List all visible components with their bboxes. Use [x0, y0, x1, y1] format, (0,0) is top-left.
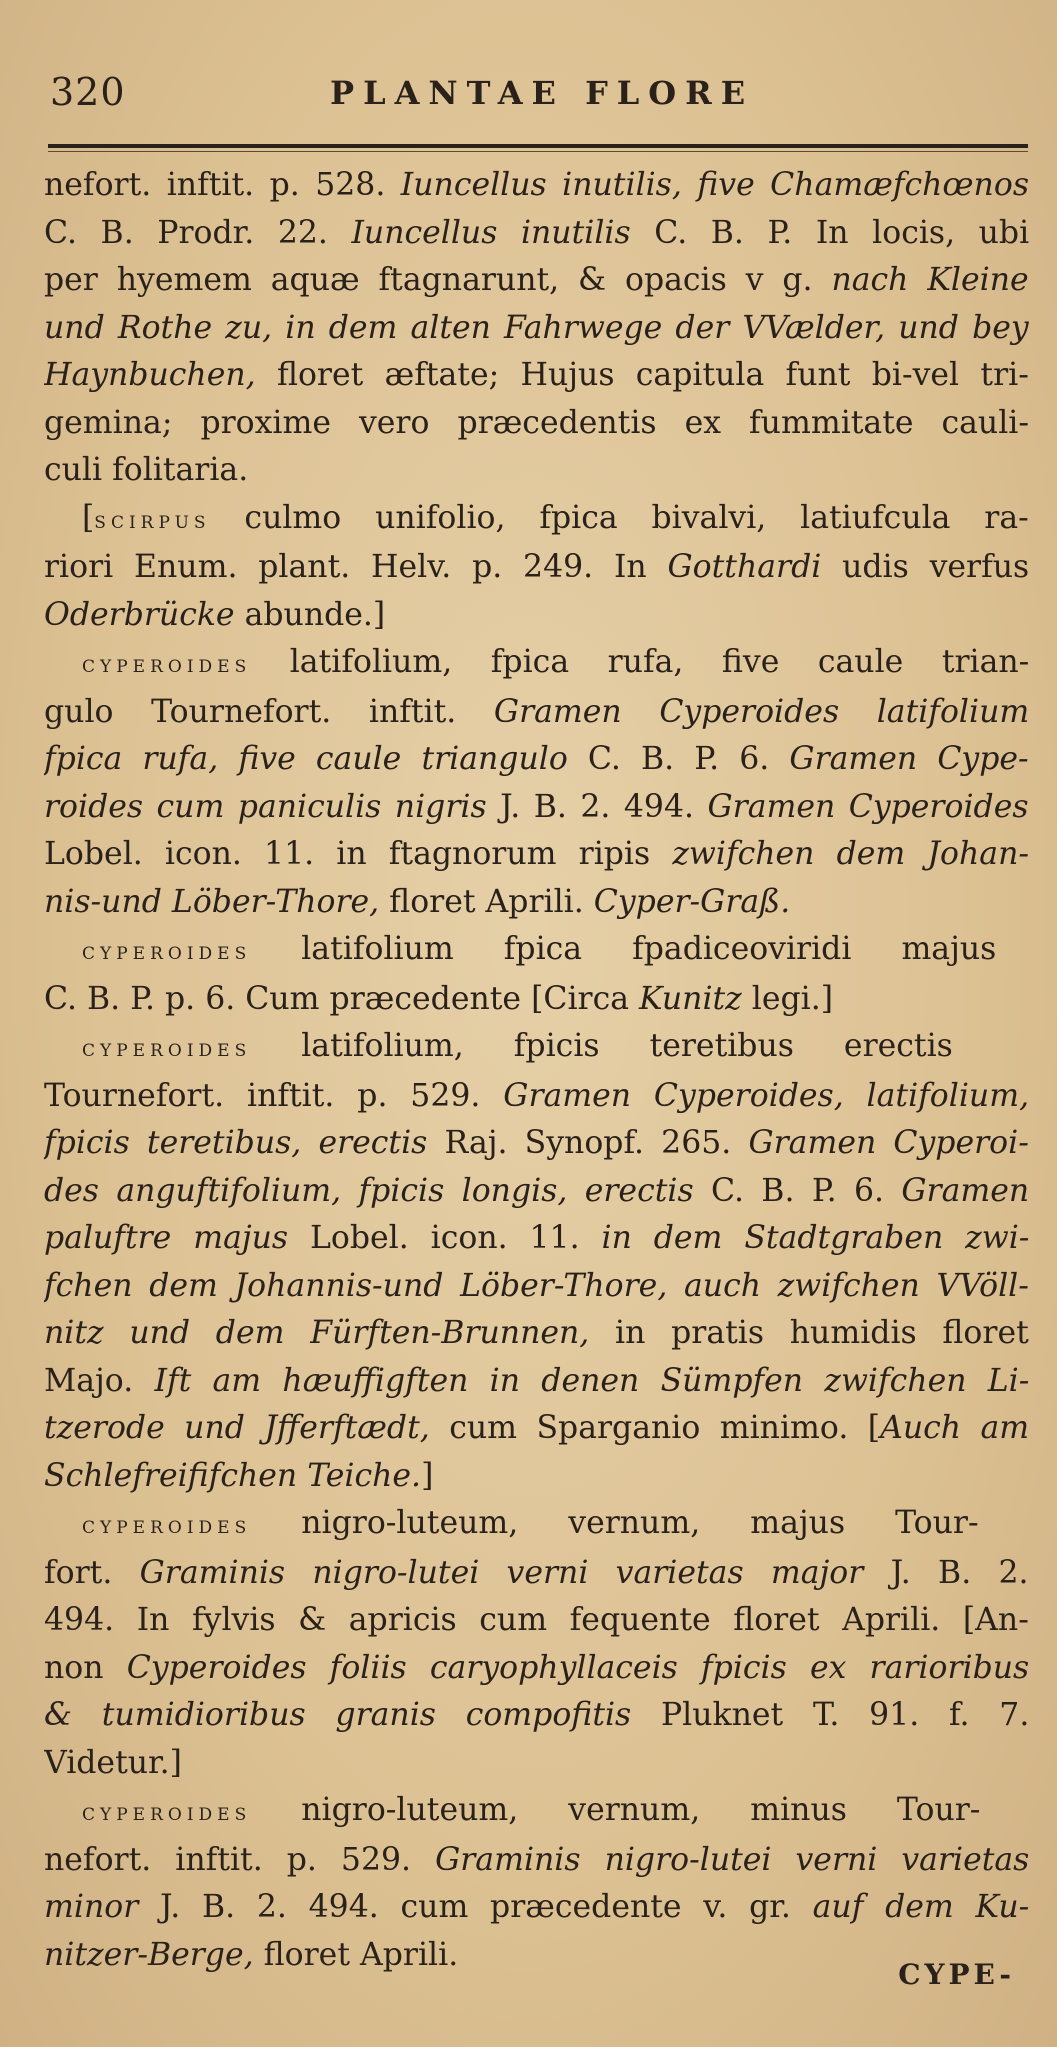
text-run: J. B. 2. 494.: [486, 788, 708, 825]
text-run: 494. In fylvis & apricis cum fequente floret Aprili. [An-: [44, 1602, 1029, 1638]
italic-run: Gramen Cyperoi-: [748, 1125, 1029, 1161]
text-run: per hyemem aquæ ftagnarunt, & opacis v g.: [44, 262, 832, 298]
italic-run: Gramen Cyperoides, latifolium,: [503, 1077, 1029, 1114]
italic-run: Graminis nigro-lutei verni varietas: [435, 1841, 1029, 1878]
italic-run: nis-und Löber-Thore,: [44, 883, 380, 920]
text-line: [44, 1932, 1029, 1980]
text-run: latifolium, fpicis teretibus erectis: [251, 1028, 953, 1064]
text-line: [44, 1884, 1029, 1932]
text-line: [44, 544, 1029, 592]
text-run: nefort. inftit. p. 529.: [44, 1841, 436, 1878]
text-line: [44, 352, 1029, 400]
text-run: culmo unifolio, fpica bivalvi, latiufcula ra-: [210, 499, 1029, 536]
small-caps-run: cyperoides: [82, 1511, 252, 1539]
text-line: [44, 1263, 1029, 1311]
text-run: Majo.: [44, 1362, 155, 1399]
italic-run: Gramen: [901, 1172, 1029, 1209]
text-run: J. B. 2. 494. cum præcedente v. gr.: [138, 1889, 813, 1925]
italic-run: des anguftifolium, fpicis longis, erectis: [44, 1172, 694, 1209]
text-line: [44, 1023, 1057, 1073]
italic-run: Cyper-Graß.: [593, 883, 791, 920]
small-caps-run: cyperoides: [82, 1034, 252, 1062]
text-run: J. B. 2.: [863, 1554, 1029, 1591]
text-run: non: [44, 1649, 127, 1686]
small-caps-run: cyperoides: [82, 937, 252, 965]
text-run: C. B. P. 6.: [693, 1172, 902, 1209]
italic-run: Gramen Cype-: [789, 741, 1029, 777]
italic-run: Iuncellus inutilis: [351, 214, 631, 251]
text-run: nefort. inftit. p. 528.: [44, 167, 401, 203]
text-run: in pratis humidis floret: [589, 1315, 1029, 1351]
text-run: abunde.]: [234, 596, 386, 633]
text-line: [44, 1453, 1029, 1501]
text-line: [44, 1310, 1029, 1358]
text-line: [44, 1740, 1029, 1788]
text-line: [44, 305, 1029, 353]
text-line: [44, 257, 1029, 305]
text-line: [44, 831, 1029, 879]
italic-run: tzerode und Jfferftædt,: [44, 1410, 430, 1446]
text-run: Lobel. icon. 11.: [288, 1220, 602, 1256]
text-line: [44, 592, 1029, 640]
text-line: [44, 1837, 1029, 1885]
text-line: [44, 1550, 1029, 1598]
italic-run: und Rothe zu, in dem alten Fahrwege der VVælder, und bey: [44, 309, 1029, 346]
text-run: floret Aprili.: [379, 883, 594, 920]
header-rule: [48, 144, 1028, 148]
text-line: [44, 689, 1029, 737]
italic-run: Gramen Cyperoides: [707, 788, 1029, 825]
body-text: [44, 162, 1029, 1979]
italic-run: auf dem Ku-: [812, 1889, 1029, 1925]
text-run: Raj. Synopf. 265.: [427, 1125, 749, 1161]
text-line: [44, 1787, 1057, 1837]
italic-run: nach Kleine: [831, 262, 1029, 298]
text-run: floret Aprili.: [253, 1936, 459, 1973]
page-number: 320: [50, 70, 126, 114]
italic-run: Oderbrücke: [44, 596, 235, 633]
small-caps-run: cyperoides: [82, 1798, 252, 1826]
text-line: [44, 736, 1029, 784]
running-head: [0, 70, 1057, 130]
italic-run: Iuncellus inutilis, five Chamæfchœnos: [400, 167, 1029, 203]
text-run: Videtur.]: [44, 1744, 182, 1781]
text-run: C. B. Prodr. 22.: [44, 214, 352, 251]
italic-run: nitz und dem Fürften-Brunnen,: [44, 1315, 590, 1351]
text-run: [: [82, 499, 95, 536]
italic-run: fpica rufa, five caule triangulo: [44, 741, 568, 777]
text-run: C. B. P. 6.: [567, 741, 790, 777]
text-run: legi.]: [741, 980, 834, 1017]
page-title: PLANTAE FLORE: [330, 74, 755, 112]
text-run: cum Sparganio minimo. [: [429, 1410, 881, 1446]
text-line: [44, 976, 1029, 1024]
text-line: [44, 495, 1057, 545]
italic-run: Graminis nigro-lutei verni varietas major: [139, 1554, 864, 1591]
text-line: [44, 447, 1029, 495]
text-line: [44, 784, 1029, 832]
text-line: [44, 400, 1029, 448]
text-line: [44, 1692, 1029, 1740]
italic-run: Gotthardi: [667, 549, 822, 585]
text-run: latifolium, fpica rufa, five caule trian-: [251, 644, 1030, 680]
text-line: [44, 210, 1029, 258]
italic-run: Haynbuchen,: [44, 357, 256, 393]
text-run: Pluknet T. 91. f. 7.: [631, 1697, 1029, 1733]
text-run: fort.: [44, 1554, 140, 1591]
text-line: [44, 639, 1057, 689]
italic-run: & tumidioribus granis compofitis: [44, 1697, 632, 1733]
italic-run: Kunitz: [639, 980, 742, 1017]
header-rule-thin: [48, 151, 1028, 152]
italic-run: Cyperoides foliis caryophyllaceis fpicis ex rarioribus: [126, 1649, 1029, 1686]
text-line: [44, 1358, 1029, 1406]
text-run: riori Enum. plant. Helv. p. 249. In: [44, 549, 668, 585]
text-line: [44, 1120, 1029, 1168]
text-line: [44, 1500, 1057, 1550]
text-line: [44, 1168, 1029, 1216]
text-run: C. B. P. In locis, ubi: [630, 214, 1029, 251]
small-caps-run: cyperoides: [82, 650, 252, 678]
text-line: [44, 1645, 1029, 1693]
text-line: [44, 1597, 1029, 1645]
text-line: [44, 879, 1029, 927]
small-caps-run: scirpus: [94, 505, 211, 534]
text-run: nigro-luteum, vernum, minus Tour-: [251, 1792, 981, 1828]
text-run: gemina; proxime vero præcedentis ex fummitate cauli-: [44, 404, 1029, 441]
italic-run: in dem Stadtgraben zwi-: [601, 1220, 1029, 1256]
text-line: [44, 1073, 1029, 1121]
text-line: [44, 162, 1029, 210]
italic-run: roides cum paniculis nigris: [44, 788, 487, 825]
text-run: gulo Tournefort. inftit.: [44, 693, 494, 730]
italic-run: zwifchen dem Johan-: [672, 836, 1029, 872]
text-run: Lobel. icon. 11. in ftagnorum ripis: [44, 836, 673, 872]
italic-run: nitzer-Berge,: [44, 1936, 254, 1973]
text-run: culi folitaria.: [44, 452, 249, 488]
catchword: CYPE-: [898, 1958, 1015, 1991]
text-run: udis verfus: [821, 549, 1029, 585]
italic-run: fchen dem Johannis-und Löber-Thore, auch zwifchen VVöll-: [44, 1267, 1029, 1304]
text-run: Tournefort. inftit. p. 529.: [44, 1077, 504, 1114]
italic-run: Ift am hæuffigften in denen Sümpfen zwifchen Li-: [154, 1362, 1029, 1399]
italic-run: paluftre majus: [44, 1220, 289, 1256]
text-run: nigro-luteum, vernum, majus Tour-: [251, 1505, 979, 1541]
text-run: floret æftate; Hujus capitula funt bi-vel tri-: [255, 357, 1029, 393]
italic-run: minor: [44, 1889, 139, 1925]
text-run: C. B. P. p. 6. Cum præcedente [Circa: [44, 980, 640, 1017]
italic-run: Auch am: [880, 1410, 1029, 1446]
italic-run: fpicis teretibus, erectis: [44, 1125, 428, 1161]
italic-run: Schlefreififchen Teiche.: [44, 1457, 422, 1494]
text-line: [44, 1215, 1029, 1263]
italic-run: Gramen Cyperoides latifolium: [493, 693, 1029, 730]
text-line: [44, 1405, 1029, 1453]
text-line: [44, 926, 1057, 976]
text-run: ]: [421, 1457, 434, 1494]
text-run: latifolium fpica fpadiceoviridi majus: [251, 931, 997, 967]
